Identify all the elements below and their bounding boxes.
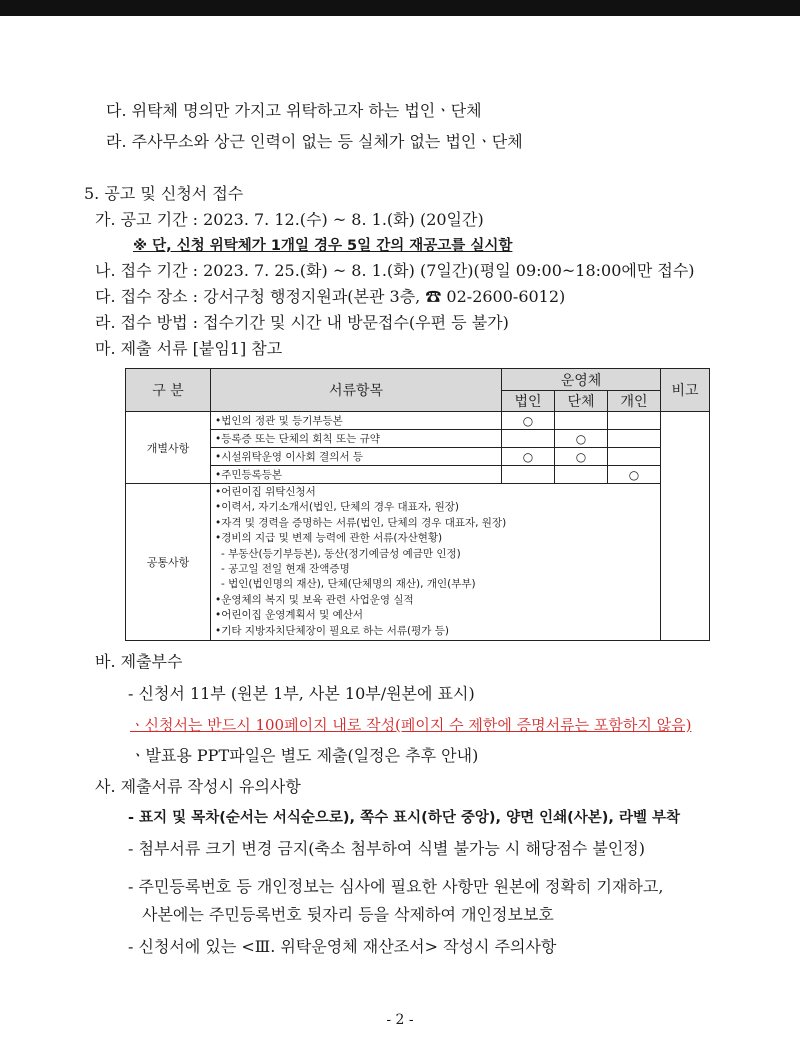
th-corp: 법인 bbox=[502, 391, 555, 412]
mark-corp: ○ bbox=[502, 412, 555, 430]
common-item: •경비의 지급 및 변제 능력에 관한 서류(자산현황) bbox=[215, 532, 443, 545]
notice-note: ※ 단, 신청 위탁체가 1개일 경우 5일 간의 재공고를 실시함 bbox=[133, 238, 513, 254]
sa-line-2: - 첨부서류 크기 변경 금지(축소 첨부하여 식별 불가능 시 해당점수 불인정) bbox=[128, 839, 645, 858]
th-person: 개인 bbox=[608, 391, 661, 412]
doc-item: •등록증 또는 단체의 회칙 또는 규약 bbox=[211, 430, 502, 448]
th-org: 운영체 bbox=[502, 369, 661, 391]
doc-item: •주민등록등본 bbox=[211, 466, 502, 484]
doc-item: •시설위탁운영 이사회 결의서 등 bbox=[211, 448, 502, 466]
section-5-title: 5. 공고 및 신청서 접수 bbox=[84, 184, 244, 203]
th-items: 서류항목 bbox=[211, 369, 502, 412]
ba-line-2: ㆍ신청서는 반드시 100페이지 내로 작성(페이지 수 제한에 증명서류는 포함하지 않음) bbox=[130, 716, 692, 734]
doc-item: •법인의 정관 및 등기부등본 bbox=[211, 412, 502, 430]
page-number: - 2 - bbox=[386, 1012, 414, 1028]
common-item: - 부동산(등기부등본), 동산(정기예금성 예금만 인정) bbox=[221, 547, 461, 560]
category-individual: 개별사항 bbox=[126, 412, 211, 484]
mark-person bbox=[608, 448, 661, 466]
top-bar bbox=[0, 0, 800, 16]
receipt-period: 나. 접수 기간 : 2023. 7. 25.(화) ~ 8. 1.(화) (7일간)(평일 09:00~18:00에만 접수) bbox=[95, 261, 695, 280]
common-item: •이력서, 자기소개서(법인, 단체의 경우 대표자, 원장) bbox=[215, 501, 459, 514]
sa-line-4: - 신청서에 있는 <Ⅲ. 위탁운영체 재산조서> 작성시 주의사항 bbox=[128, 937, 557, 956]
sa-line-3b: 사본에는 주민등록번호 뒷자리 등을 삭제하여 개인정보보호 bbox=[142, 905, 554, 924]
th-group: 단체 bbox=[555, 391, 608, 412]
text-line-da: 다. 위탁체 명의만 가지고 위탁하고자 하는 법인ㆍ단체 bbox=[106, 101, 482, 120]
mark-group: ○ bbox=[555, 448, 608, 466]
mark-corp bbox=[502, 466, 555, 484]
mark-corp bbox=[502, 430, 555, 448]
notice-period: 가. 공고 기간 : 2023. 7. 12.(수) ~ 8. 1.(화) (20일간) bbox=[95, 210, 484, 229]
sa-line-3: - 주민등록번호 등 개인정보는 심사에 필요한 사항만 원본에 정확히 기재하고, bbox=[128, 877, 664, 896]
common-item: •운영체의 복지 및 보육 관련 사업운영 실적 bbox=[215, 593, 414, 606]
ba-title: 바. 제출부수 bbox=[95, 652, 183, 671]
sa-line-1: - 표지 및 목차(순서는 서식순으로), 쪽수 표시(하단 중앙), 양면 인쇄(사본), 라벨 부착 bbox=[128, 810, 681, 826]
th-note: 비고 bbox=[661, 369, 710, 412]
receipt-method: 라. 접수 방법 : 접수기간 및 시간 내 방문접수(우편 등 불가) bbox=[95, 313, 509, 332]
sa-title: 사. 제출서류 작성시 유의사항 bbox=[95, 777, 301, 796]
th-gubun: 구 분 bbox=[126, 369, 211, 412]
mark-group bbox=[555, 466, 608, 484]
mark-group bbox=[555, 412, 608, 430]
ba-line-1: - 신청서 11부 (원본 1부, 사본 10부/원본에 표시) bbox=[128, 684, 475, 703]
common-item: - 공고일 전일 현재 잔액증명 bbox=[221, 563, 350, 576]
mark-group: ○ bbox=[555, 430, 608, 448]
mark-corp: ○ bbox=[502, 448, 555, 466]
common-item: •어린이집 위탁신청서 bbox=[215, 486, 316, 498]
mark-person: ○ bbox=[608, 466, 661, 484]
receipt-place: 다. 접수 장소 : 강서구청 행정지원과(본관 3층, ☎ 02-2600-6012) bbox=[95, 287, 566, 306]
mark-person bbox=[608, 412, 661, 430]
mark-person bbox=[608, 430, 661, 448]
ba-line-3: ㆍ발표용 PPT파일은 별도 제출(일정은 추후 안내) bbox=[130, 746, 479, 765]
text-line-ra: 라. 주사무소와 상근 인력이 없는 등 실체가 없는 법인ㆍ단체 bbox=[106, 132, 523, 151]
common-item: - 법인(법인명의 재산), 단체(단체명의 재산), 개인(부부) bbox=[221, 578, 476, 591]
category-common: 공통사항 bbox=[126, 484, 211, 641]
submission-docs: 마. 제출 서류 [붙임1] 참고 bbox=[95, 339, 283, 358]
common-item: •자격 및 경력을 증명하는 서류(법인, 단체의 경우 대표자, 원장) bbox=[215, 516, 507, 529]
common-items bbox=[211, 484, 661, 641]
common-item: •기타 지방자치단체장이 필요로 하는 서류(평가 등) bbox=[215, 624, 449, 637]
note-cell bbox=[661, 412, 710, 641]
common-item: •어린이집 운영계획서 및 예산서 bbox=[215, 609, 364, 622]
documents-table bbox=[125, 368, 710, 641]
